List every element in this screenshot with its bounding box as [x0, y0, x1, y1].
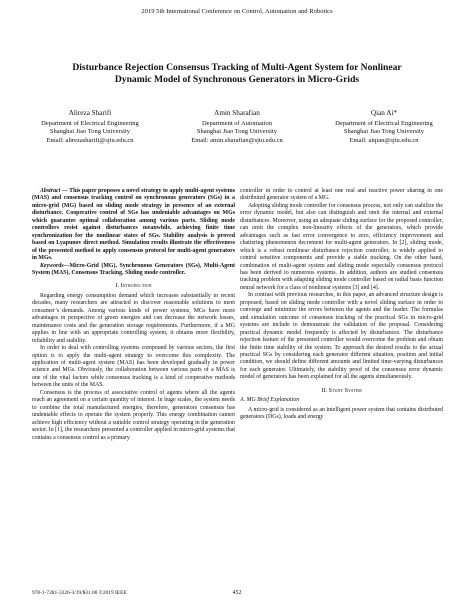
- paper-title: [20, 62, 454, 86]
- author-department: Department of Electrical Engineering: [41, 119, 139, 127]
- body-paragraph: Adopting sliding mode controller for consensus process, not only can stabilize the error dynamic model, but also can distinguish and omit the internal and external disturbances. Moreover, using an adequate sliding surface for the proposed controller, can omit the complex non-linearity effects of the generators, which provide advantages such as fast error convergence to zero, efficiency improvement and chattering phenomenon decrement for multi-agent generators. In [2], sliding mode, which is a robust nonlinear disturbance rejection controller, is widely applied to control sensitive components and provide a stable tracking. On the other hand, combination of multi-agent system and sliding mode especially consensus protocol has been derived to numerous systems. In addition, authors are studied consensus tracking problem with adapting sliding mode controller based on radial basis function neural network for a class of nonlinear systems [3] and [4].: [240, 202, 443, 291]
- author-block: [20, 109, 454, 145]
- body-paragraph: A micro-grid is considered as an intelligent power system that contains distributed generators (DGs), loads and energy: [240, 406, 443, 421]
- right-column: [240, 188, 443, 422]
- author-email: Email: aiqian@sjtu.edu.cn: [349, 136, 419, 144]
- author-1: [20, 109, 160, 145]
- title-line-2: Dynamic Model of Synchronous Generators in Micro-Grids: [114, 74, 360, 85]
- keywords: [32, 263, 235, 278]
- author-name: Alireza Sharifi: [68, 109, 112, 117]
- body-paragraph: In contrast with previous researches, in this paper, an advanced structure design is proposed, based on sliding mode controller with a novel sliding surface in order to converge and minimize the errors between the agents and the leader. The formulas and simulation outcome of consensus tracking of the practical SGs in micro-grid systems are include to demonstrate the validation of the proposal. Considering practical dynamic model frequently is affected by disturbances. The disturbance rejection feature of the presented controller would overcome the problem and obtain the finite time stability of the system. To approach the desired results to the actual practical SGs by considering each generator different situation, position and initial condition, we should define different amounts and limited time-varying disturbances for each generator. Ultimately, the stability proof of the consensus error dynamic model of generators has been explained for all the agents simultaneously.: [240, 292, 443, 381]
- intro-paragraph: Regarding energy consumption demand which increases substantially in recent decades, many researchers are attracted to discover reasonable solutions to meet consumer’s demands. Among various kinds of power systems, MGs have more advantages in perspective of green energies and can decrease the network losses, maintenance costs and the generation storage requirements. Furthermore, if a MG applies in line with an appropriate controlling system, it obtains more flexibility, reliability and stability.: [32, 292, 235, 344]
- section-heading-introduction: I. Introduction: [115, 282, 152, 290]
- abstract-text: — This paper proposes a novel strategy to apply multi-agent systems (MAS) and consensus tracking control on synchronous generators (SGs) in a micro-grid (MG) based on sliding mode strategy in presence of an external disturbance. Cooperative control of SGs has undeniable advantages on MGs which guarantee optimal collaboration among various parts. Sliding mode controllers resist against disturbances meanwhile, achieving finite time synchronization for the nonlinear states of SGs. Stability analysis is proved based on Lyapunov direct method. Simulation results illustrate the effectiveness of the presented method to apply consensus protocol for multi-agent generators in MGs.: [32, 188, 235, 262]
- author-name: Amin Sharafian: [214, 109, 260, 117]
- author-email: Email: amin.sharafian@sjtu.edu.cn: [191, 136, 283, 144]
- subsection-heading: A. MG Brief Explanation: [240, 397, 300, 404]
- page-number: 452: [232, 590, 242, 596]
- author-name: Qian Ai*: [370, 109, 398, 117]
- intro-paragraph: In order to deal with controlling systems compound by various sectors, the first option is to apply the multi-agent strategy to overcome this complexity. The application of multi-agent system (MAS) has been developed gradually in power science and MGs. Obviously, the collaboration between various parts of a MAS is one of the vital factors while consensus tracking is a kind of cooperative methods between the units of the MAS.: [32, 345, 235, 389]
- left-column: [32, 188, 235, 442]
- author-3: [314, 109, 454, 145]
- intro-paragraph: Consensus is the process of associative control of agents where all the agents reach an agreement on a certain quantity of interest. In huge scales, the system needs to combine the total manufactured energies, therefore, generators consensus has undeniable effects to operate the system properly. This energy combination cannot achieve high efficiency without a suitable control strategy operating in the generation sector. In [1], the researchers presented a controller applied in micro-grid systems that contains a consensus control as a primary: [32, 389, 235, 441]
- author-university: Shanghai Jiao Tong University: [49, 128, 131, 136]
- author-university: Shanghai Jiao Tong University: [196, 128, 278, 136]
- section-heading-study-system: II. Study System: [321, 386, 362, 394]
- conference-header: 2019 5th International Conference on Control, Automation and Robotics: [141, 8, 333, 15]
- footer-isbn: 978-1-7281-3326-3/19/$31.00 ©2019 IEEE: [32, 590, 127, 596]
- author-email: Email: alirezasharifi@sjtu.edu.cn: [46, 136, 134, 144]
- body-paragraph: controller in order to control at least one real and reactive power sharing in one distributed generator system of a MG.: [240, 188, 443, 202]
- abstract: [32, 188, 235, 263]
- author-2: [167, 109, 307, 145]
- abstract-lead: Abstract: [40, 188, 61, 194]
- author-department: Department of Automation: [201, 119, 273, 127]
- keywords-lead: Keywords: [40, 262, 64, 269]
- author-department: Department of Electrical Engineering: [335, 119, 433, 127]
- author-university: Shanghai Jiao Tong University: [343, 128, 425, 136]
- title-line-1: Disturbance Rejection Consensus Tracking of Multi-Agent System for Nonlinear: [72, 62, 402, 73]
- keywords-text: —Micro-Grid (MG), Synchronous Generators (SGs), Multi-Agent System (MAS), Consensus Tracking, Sliding mode controller.: [32, 262, 235, 276]
